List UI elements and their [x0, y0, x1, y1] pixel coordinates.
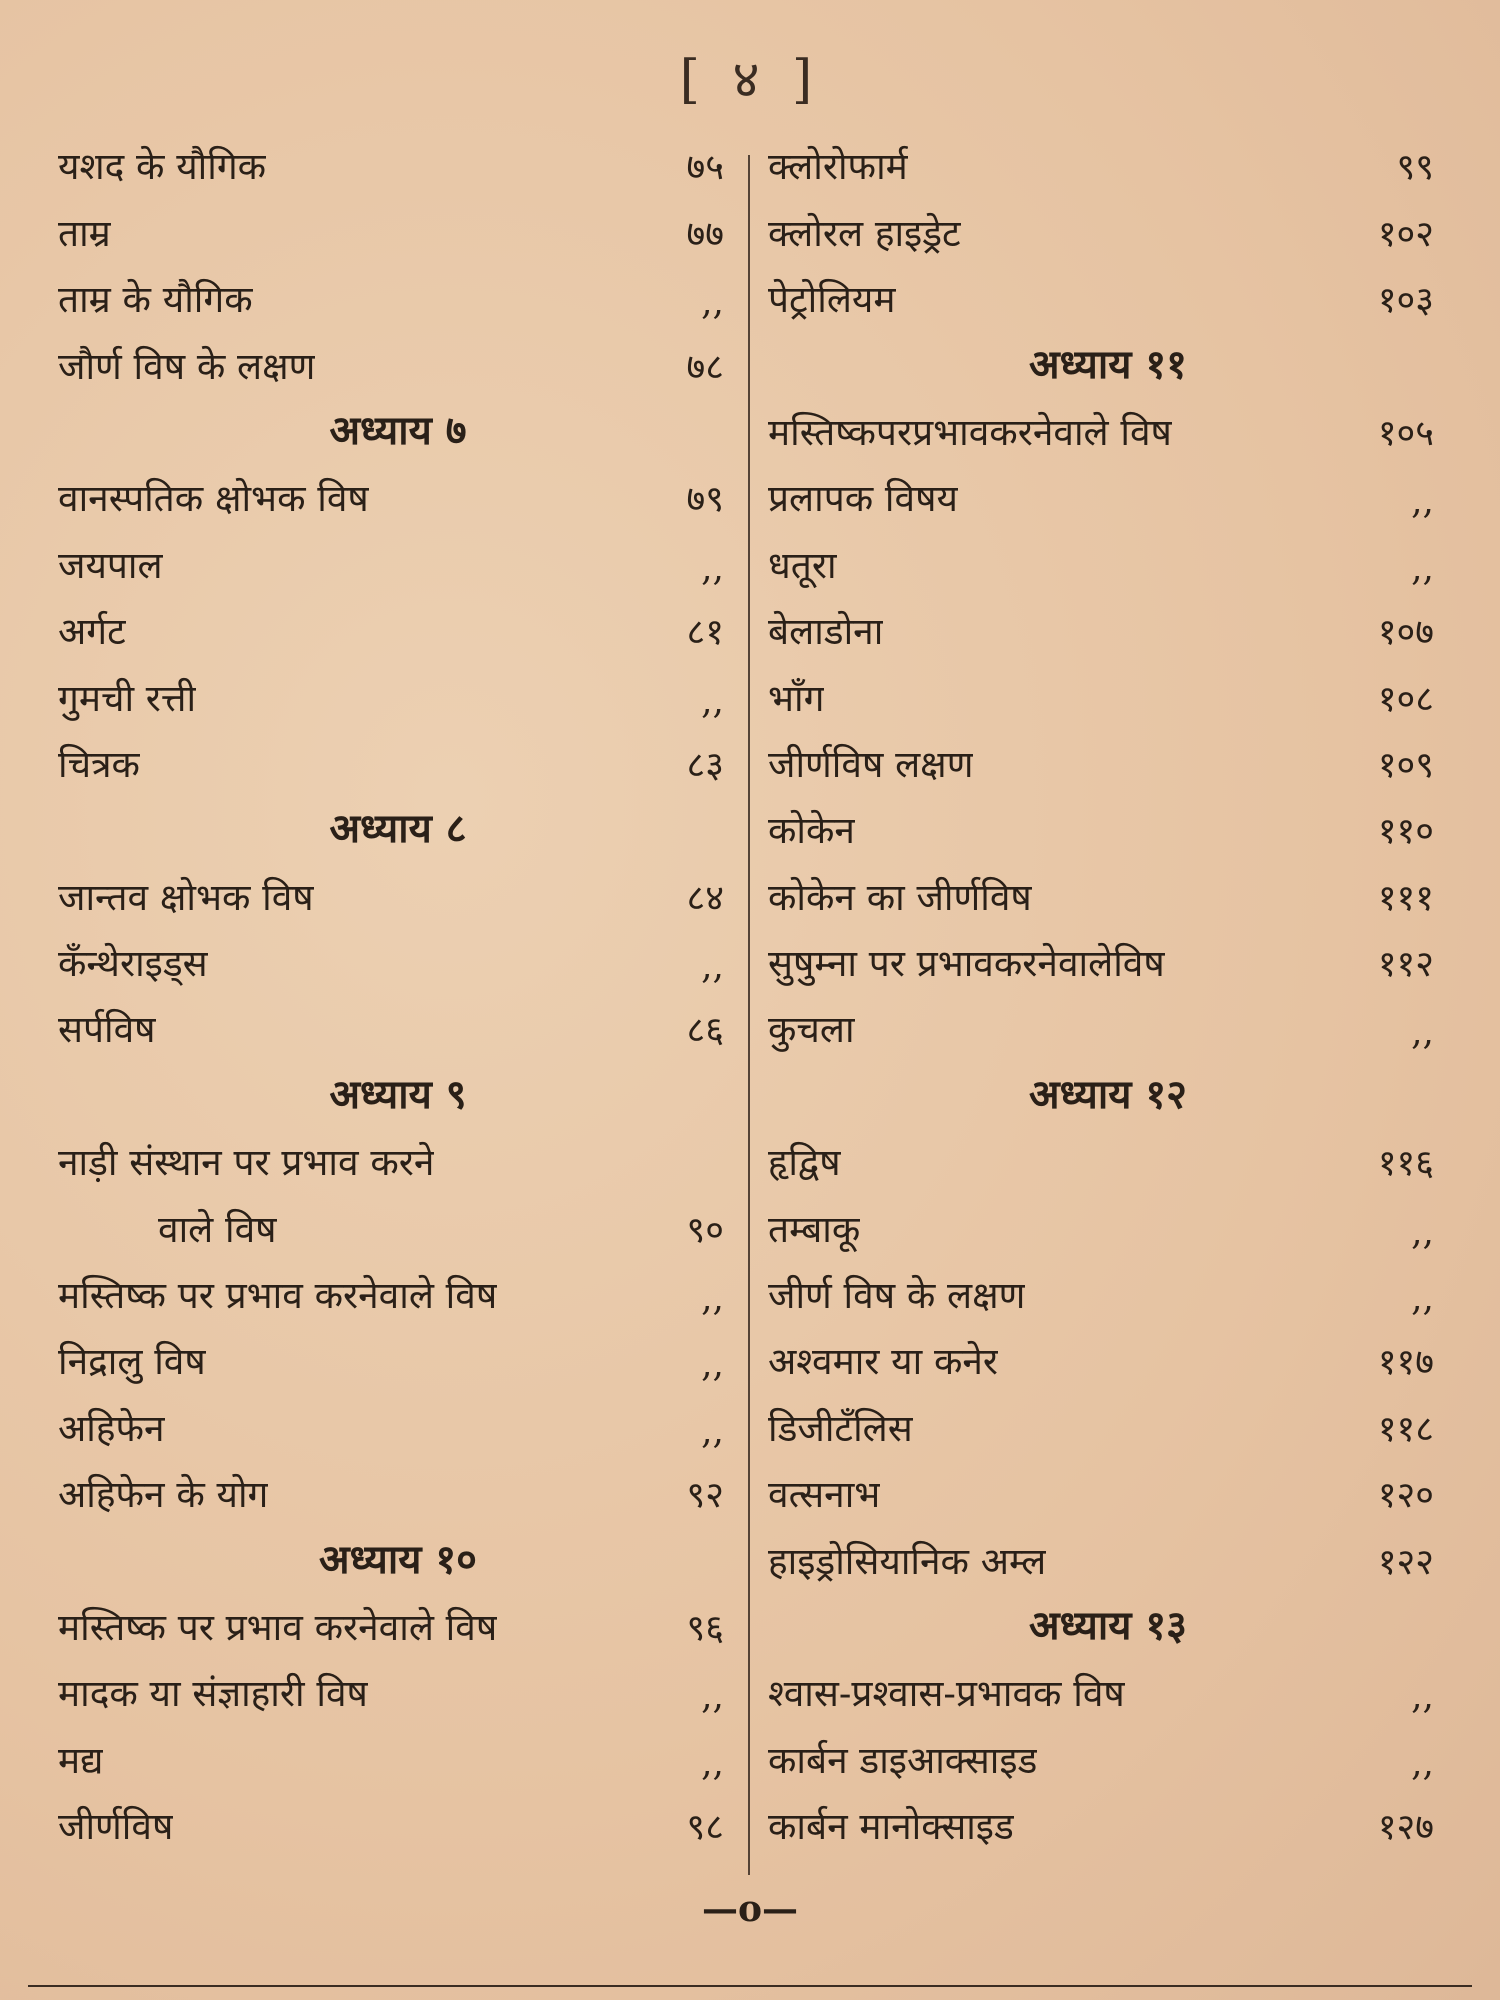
toc-entry: [58, 661, 738, 727]
entry-page-number: ,,: [701, 1344, 724, 1386]
chapter-heading: [768, 1591, 1448, 1657]
entry-page-number: ११६: [1377, 1143, 1434, 1185]
entry-page-number: ,,: [1411, 547, 1434, 589]
entry-page-number: ७८: [686, 346, 724, 388]
chapter-title: अध्याय १३: [1029, 1601, 1187, 1649]
footer-ornament: —o—: [701, 1888, 798, 1930]
toc-entry: [768, 794, 1448, 860]
contents-left-column: [58, 130, 738, 1856]
entry-title: मस्तिष्क पर प्रभाव करनेवाले विष: [58, 1605, 498, 1649]
entry-title: कोकेन का जीर्णविष: [768, 875, 1032, 919]
entry-page-number: ,,: [701, 282, 724, 324]
entry-title: मादक या संज्ञाहारी विष: [58, 1672, 368, 1716]
entry-page-number: ९६: [686, 1607, 724, 1649]
entry-page-number: ११२: [1377, 944, 1434, 986]
chapter-heading: [768, 329, 1448, 395]
entry-page-number: १०३: [1377, 280, 1434, 322]
entry-title: वत्सनाभ: [768, 1473, 881, 1517]
entry-title: कोकेन: [768, 809, 855, 853]
toc-entry: [58, 1391, 738, 1457]
entry-page-number: ,,: [701, 680, 724, 722]
entry-page-number: १०९: [1377, 744, 1434, 786]
entry-title: कार्बन मानोक्साइड: [768, 1805, 1014, 1849]
entry-page-number: १२०: [1377, 1475, 1434, 1517]
toc-entry: [768, 1391, 1448, 1457]
toc-entry: [768, 661, 1448, 727]
toc-entry: [768, 1657, 1448, 1723]
toc-entry: [768, 1458, 1448, 1524]
entry-title: अहिफेन: [58, 1406, 165, 1450]
entry-page-number: ,,: [1411, 1278, 1434, 1320]
toc-entry: [58, 1126, 738, 1192]
toc-entry: [768, 860, 1448, 926]
toc-entry: [58, 1325, 738, 1391]
entry-page-number: ९९: [1396, 147, 1434, 189]
chapter-title: अध्याय ७: [329, 406, 467, 454]
entry-title: डिजीटँलिस: [768, 1406, 913, 1450]
toc-entry: [58, 263, 738, 329]
entry-title: चित्रक: [58, 742, 140, 786]
entry-title: कुचला: [768, 1008, 855, 1052]
toc-entry: [768, 927, 1448, 993]
toc-entry: [768, 595, 1448, 661]
entry-title: वानस्पतिक क्षोभक विष: [58, 477, 369, 521]
entry-page-number: १०७: [1377, 612, 1434, 654]
toc-entry: [768, 528, 1448, 594]
entry-title: जीर्णविष लक्षण: [768, 742, 974, 786]
toc-entry: [768, 1126, 1448, 1192]
entry-title: भाँग: [768, 676, 825, 720]
entry-title: कँन्थेराइड्स: [58, 942, 208, 986]
entry-page-number: ,,: [701, 1410, 724, 1452]
entry-page-number: ,,: [1411, 1211, 1434, 1253]
entry-page-number: १२२: [1377, 1541, 1434, 1583]
entry-title: पेट्रोलियम: [768, 278, 896, 322]
toc-entry: [768, 1259, 1448, 1325]
page-number: [ ४ ]: [679, 50, 821, 110]
entry-title: प्रलापक विषय: [768, 477, 958, 521]
toc-entry: [58, 1458, 738, 1524]
entry-page-number: ११८: [1377, 1408, 1434, 1450]
chapter-heading: [58, 794, 738, 860]
chapter-title: अध्याय ८: [329, 805, 467, 853]
entry-page-number: १११: [1377, 877, 1434, 919]
entry-title: जौर्ण विष के लक्षण: [58, 344, 316, 388]
entry-page-number: ,,: [1411, 481, 1434, 523]
entry-title: अश्वमार या कनेर: [768, 1340, 999, 1384]
entry-page-number: १२७: [1377, 1807, 1434, 1849]
chapter-heading: [58, 1059, 738, 1125]
entry-title: मद्य: [58, 1738, 104, 1782]
chapter-heading: [58, 1524, 738, 1590]
entry-page-number: ८६: [686, 1010, 724, 1052]
toc-entry: [58, 1259, 738, 1325]
entry-page-number: ,,: [701, 1676, 724, 1718]
entry-page-number: ,,: [1411, 1742, 1434, 1784]
entry-page-number: ७७: [686, 213, 724, 255]
entry-page-number: १०५: [1377, 412, 1434, 454]
entry-title: जान्तव क्षोभक विष: [58, 875, 314, 919]
toc-entry: [768, 263, 1448, 329]
toc-entry: [58, 1790, 738, 1856]
contents-right-column: [768, 130, 1448, 1856]
entry-page-number: ,,: [701, 547, 724, 589]
toc-entry: [768, 196, 1448, 262]
toc-entry: [58, 130, 738, 196]
toc-entry: [58, 1192, 738, 1258]
toc-entry: [768, 1723, 1448, 1789]
column-divider: [748, 155, 750, 1875]
toc-entry: [768, 728, 1448, 794]
toc-entry: [58, 728, 738, 794]
entry-title: जीर्णविष: [58, 1805, 174, 1849]
toc-entry: [58, 1657, 738, 1723]
entry-title: निद्रालु विष: [58, 1340, 206, 1384]
chapter-heading: [768, 1059, 1448, 1125]
entry-page-number: १०८: [1377, 678, 1434, 720]
toc-entry: [58, 329, 738, 395]
entry-title: क्लोरोफार्म: [768, 145, 908, 189]
toc-entry: [58, 927, 738, 993]
toc-entry: [768, 1192, 1448, 1258]
entry-title: जयपाल: [58, 543, 163, 587]
entry-title: हाइड्रोसियानिक अम्ल: [768, 1539, 1047, 1583]
chapter-title: अध्याय १०: [319, 1535, 477, 1583]
entry-title: सुषुम्ना पर प्रभावकरनेवालेविष: [768, 942, 1165, 986]
toc-entry: [58, 595, 738, 661]
entry-page-number: ,,: [1411, 1012, 1434, 1054]
toc-entry: [768, 396, 1448, 462]
entry-page-number: ९८: [686, 1807, 724, 1849]
entry-title: बेलाडोना: [768, 610, 884, 654]
toc-entry: [58, 1591, 738, 1657]
toc-entry: [768, 993, 1448, 1059]
toc-entry: [58, 528, 738, 594]
entry-page-number: ९०: [686, 1209, 724, 1251]
entry-page-number: ८३: [686, 744, 724, 786]
entry-page-number: १०२: [1377, 213, 1434, 255]
entry-page-number: ,,: [701, 1278, 724, 1320]
toc-entry: [768, 1325, 1448, 1391]
toc-entry: [768, 1524, 1448, 1590]
entry-page-number: ,,: [701, 946, 724, 988]
entry-page-number: ७५: [686, 147, 724, 189]
entry-title: अर्गट: [58, 610, 126, 654]
entry-title: गुमची रत्ती: [58, 676, 197, 720]
entry-title: सर्पविष: [58, 1008, 156, 1052]
entry-title: हृद्विष: [768, 1141, 841, 1185]
entry-title: मस्तिष्क पर प्रभाव करनेवाले विष: [58, 1274, 498, 1318]
toc-entry: [58, 196, 738, 262]
toc-entry: [768, 130, 1448, 196]
entry-title: धतूरा: [768, 543, 837, 587]
entry-title: वाले विष: [158, 1207, 277, 1251]
entry-page-number: ,,: [1411, 1676, 1434, 1718]
entry-title: नाड़ी संस्थान पर प्रभाव करने: [58, 1141, 435, 1185]
bottom-rule: [28, 1985, 1472, 1987]
entry-page-number: ११०: [1377, 811, 1434, 853]
entry-title: क्लोरल हाइड्रेट: [768, 211, 961, 255]
entry-title: तम्बाकू: [768, 1207, 861, 1251]
entry-title: जीर्ण विष के लक्षण: [768, 1274, 1026, 1318]
toc-entry: [768, 462, 1448, 528]
chapter-heading: [58, 396, 738, 462]
toc-entry: [58, 993, 738, 1059]
entry-title: ताम्र के यौगिक: [58, 278, 253, 322]
entry-title: कार्बन डाइआक्साइड: [768, 1738, 1038, 1782]
entry-title: मस्तिष्कपरप्रभावकरनेवाले विष: [768, 410, 1172, 454]
toc-entry: [58, 1723, 738, 1789]
entry-title: अहिफेन के योग: [58, 1473, 269, 1517]
entry-title: श्वास-प्रश्वास-प्रभावक विष: [768, 1672, 1125, 1716]
entry-page-number: ९२: [686, 1475, 724, 1517]
toc-entry: [58, 860, 738, 926]
entry-page-number: ७९: [686, 479, 724, 521]
chapter-title: अध्याय १२: [1029, 1070, 1187, 1118]
toc-entry: [58, 462, 738, 528]
toc-entry: [768, 1790, 1448, 1856]
chapter-title: अध्याय ९: [329, 1070, 467, 1118]
entry-page-number: ,,: [701, 1742, 724, 1784]
entry-page-number: ८१: [686, 612, 724, 654]
entry-page-number: ११७: [1377, 1342, 1434, 1384]
chapter-title: अध्याय ११: [1029, 340, 1187, 388]
entry-title: यशद के यौगिक: [58, 145, 267, 189]
entry-page-number: ८४: [686, 877, 724, 919]
entry-title: ताम्र: [58, 211, 111, 255]
